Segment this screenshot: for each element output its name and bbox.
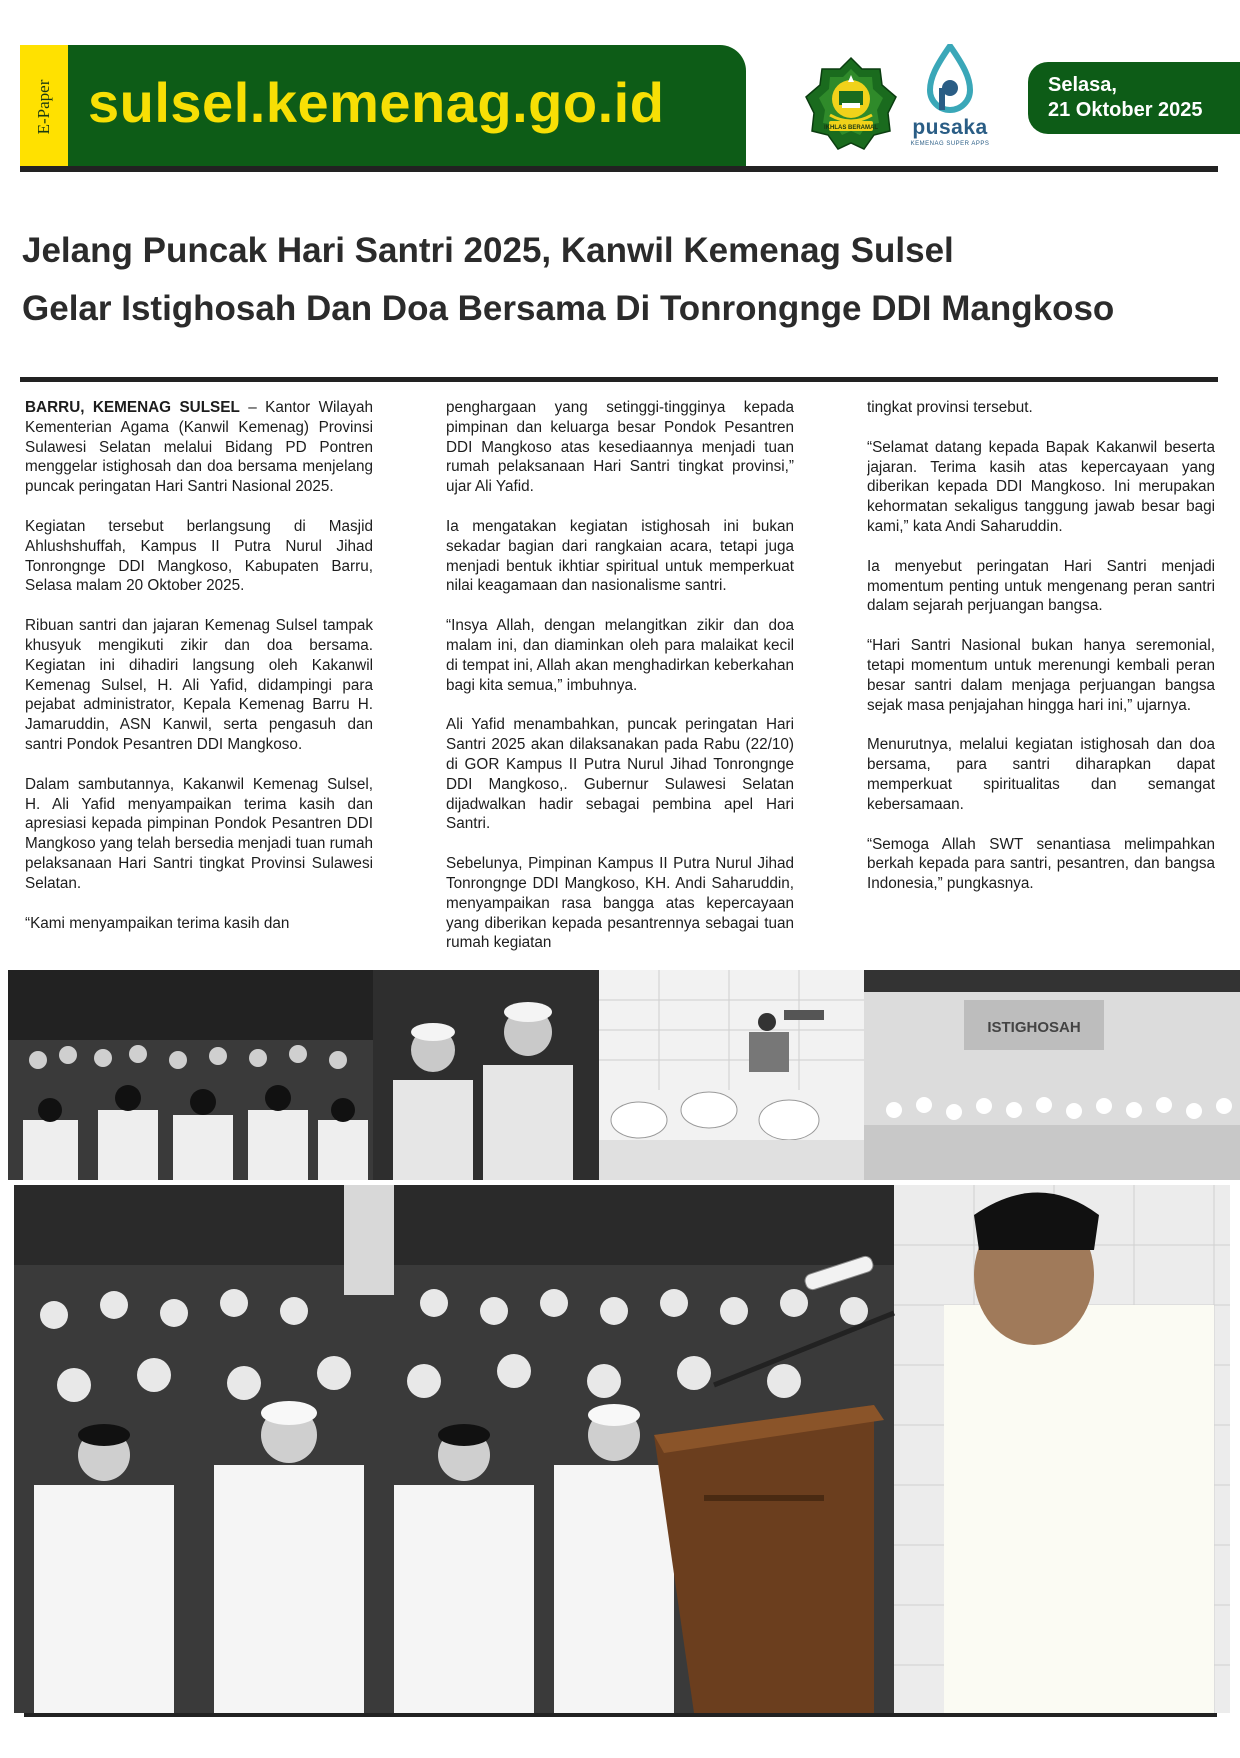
- photo-speaker-podium: [599, 970, 864, 1180]
- paragraph: “Hari Santri Nasional bukan hanya seremonial, tetapi momentum untuk merenungi kembali peran besar santri dalam menjaga perjuangan bangsa sejak masa penjajahan hingga hari ini,” ujarnya.: [867, 637, 1215, 714]
- photo-hall-banner: [864, 970, 1240, 1180]
- dateline: BARRU, KEMENAG SULSEL: [25, 399, 240, 416]
- paragraph: Ia menyebut peringatan Hari Santri menjadi momentum penting untuk mengenang peran santri dalam sejarah perjuangan bangsa.: [867, 557, 1215, 615]
- article-column-2: [446, 398, 794, 958]
- paragraph: penghargaan yang setinggi-tingginya kepada pimpinan dan keluarga besar Pondok Pesantren DDI Mangkoso atas kesediaannya menjadi tuan rumah pelaksanaan Hari Santri tingkat provinsi,” ujar Ali Yafid.: [446, 399, 794, 496]
- paragraph: “Kami menyampaikan terima kasih dan: [25, 914, 290, 932]
- paragraph: “Semoga Allah SWT senantiasa melimpahkan berkah kepada para santri, pesantren, dan bangsa Indonesia,” pungkasnya.: [867, 835, 1215, 893]
- photo-collage: [8, 970, 1240, 1718]
- article-column-1: [25, 398, 373, 958]
- pusaka-name: pusaka: [912, 116, 988, 139]
- e-paper-label: E-Paper: [34, 79, 53, 135]
- footer-rule: [24, 1713, 1217, 1717]
- paragraph: tingkat provinsi tersebut.: [867, 399, 1033, 416]
- hall-banner-text: ISTIGHOSAH: [987, 1019, 1081, 1036]
- headline-line-2: Gelar Istighosah Dan Doa Bersama Di Tonrongnge DDI Mangkoso: [22, 289, 1115, 328]
- headline: [22, 222, 1222, 338]
- headline-rule: [20, 377, 1218, 382]
- date-full: 21 Oktober 2025: [1048, 99, 1203, 121]
- headline-line-1: Jelang Puncak Hari Santri 2025, Kanwil Kemenag Sulsel: [22, 231, 954, 270]
- pusaka-tagline: KEMENAG SUPER APPS: [910, 141, 990, 147]
- paragraph: “Insya Allah, dengan melangitkan zikir dan doa malam ini, dan diaminkan oleh para malaikat kecil di tempat ini, Allah akan menghadirkan keberkahan bagi kita semua,” imbuhnya.: [446, 617, 794, 694]
- date-badge: [1028, 62, 1240, 134]
- photo-main-istighosah: [14, 1185, 1230, 1713]
- paragraph: Sebelunya, Pimpinan Kampus II Putra Nurul Jihad Tonrongnge DDI Mangkoso, KH. Andi Saharuddin, menyampaikan rasa bangga atas kepercayaan yang diberikan kepada pesantrennya sebagai tuan rumah kegiatan: [446, 855, 794, 952]
- photo-officials-seated: [8, 970, 373, 1180]
- paragraph: Menurutnya, melalui kegiatan istighosah dan doa bersama, para santri diharapkan dapat memperkuat spiritualitas dan semangat kebersamaan.: [867, 736, 1215, 813]
- paragraph: BARRU, KEMENAG SULSEL – Kantor Wilayah Kementerian Agama (Kanwil Kemenag) Provinsi Sulawesi Selatan melalui Bidang PD Pontren menggelar istighosah dan doa bersama menjelang puncak peringatan Hari Santri Nasional 2025.: [25, 399, 373, 496]
- e-paper-band: [20, 45, 68, 169]
- paragraph: “Selamat datang kepada Bapak Kakanwil beserta jajaran. Terima kasih atas kepercayaan yang diberikan kepada DDI Mangkoso. Ini merupakan kehormatan sekaligus tanggung jawab besar bagi kami,” kata Andi Saharuddin.: [867, 438, 1215, 535]
- date-day: Selasa,: [1048, 74, 1117, 96]
- site-title[interactable]: sulsel.kemenag.go.id: [88, 71, 665, 134]
- emblem-motto: IKHLAS BERAMAL: [824, 125, 878, 131]
- paragraph: Ia mengatakan kegiatan istighosah ini bukan sekadar bagian dari rangkaian acara, tetapi juga menjadi bentuk ikhtiar spiritual untuk memperkuat nilai keagamaan dan nasionalisme santri.: [446, 517, 794, 595]
- article-column-3: [867, 398, 1215, 958]
- paragraph: Dalam sambutannya, Kakanwil Kemenag Sulsel, H. Ali Yafid menyampaikan terima kasih dan apresiasi kepada pimpinan Pondok Pesantren DDI Mangkoso yang telah bersedia menjadi tuan rumah pelaksanaan Hari Santri tingkat Provinsi Sulawesi Selatan.: [25, 775, 373, 892]
- kemenag-emblem-logo: [802, 55, 900, 155]
- paragraph: Ribuan santri dan jajaran Kemenag Sulsel tampak khusyuk mengikuti zikir dan doa bersama. Kegiatan ini dihadiri langsung oleh Kakanwil Kemenag Sulsel, H. Ali Yafid, didampingi para pejabat administrator, Kepala Kemenag Barru H. Jamaruddin, ASN Kanwil, serta pengasuh dan santri Pondok Pesantren DDI Mangkoso.: [25, 617, 373, 753]
- paragraph: Ali Yafid menambahkan, puncak peringatan Hari Santri 2025 akan dilaksanakan pada Rabu (22/10) di GOR Kampus II Putra Nurul Jihad Tonrongnge DDI Mangkoso,. Gubernur Sulawesi Selatan dijadwalkan hadir sebagai pembina apel Hari Santri.: [446, 716, 794, 833]
- photo-santri-closeup: [373, 970, 599, 1180]
- paragraph: Kegiatan tersebut berlangsung di Masjid Ahlushshuffah, Kampus II Putra Nurul Jihad Tonrongnge DDI Mangkoso, Kabupaten Barru, Selasa malam 20 Oktober 2025.: [25, 517, 373, 595]
- masthead-rule: [20, 166, 1218, 172]
- pusaka-app-logo: [900, 44, 1000, 147]
